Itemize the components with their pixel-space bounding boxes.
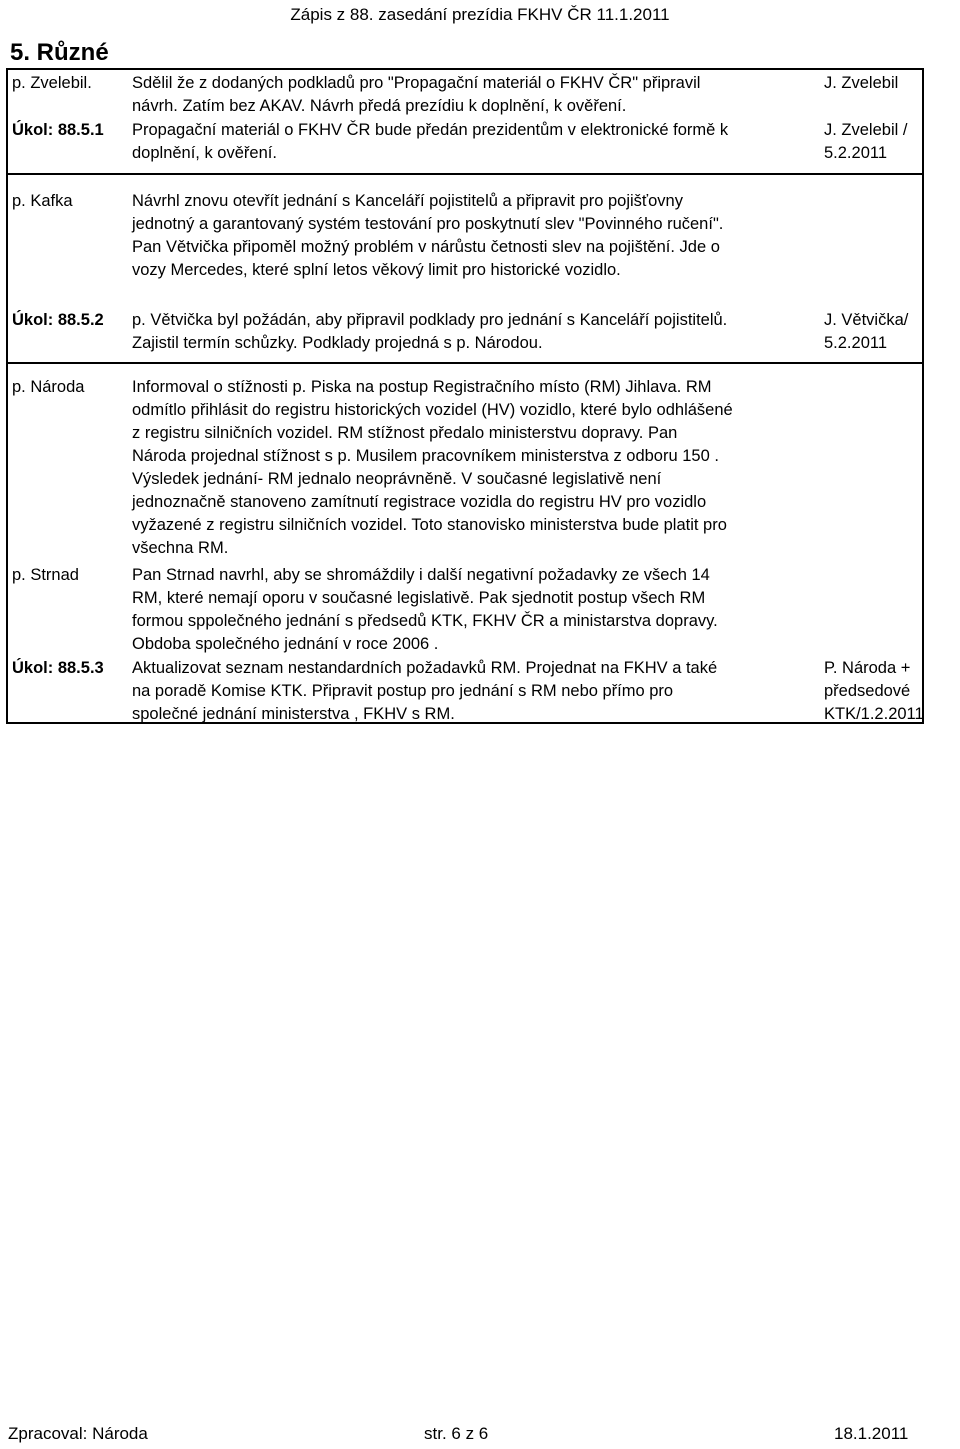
- text-line: návrh. Zatím bez AKAV. Návrh předá prezídiu k doplnění, k ověření.: [132, 97, 627, 115]
- text-line: p. Větvička byl požádán, aby připravil podklady pro jednání s Kanceláří pojistitelů.: [132, 311, 728, 329]
- text-line: Informoval o stížnosti p. Piska na postup Registračního místo (RM) Jihlava. RM: [132, 378, 712, 396]
- row-label-strnad: p. Strnad: [12, 566, 79, 584]
- text-line: formou sppolečného jednání s předsedů KTK, FKHV ČR a ministarstva dopravy.: [132, 612, 718, 630]
- text-line: Návrhl znovu otevřít jednání s Kanceláří pojistitelů a připravit pro pojišťovny: [132, 192, 683, 210]
- text-line: vozy Mercedes, které splní letos věkový limit pro historické vozidlo.: [132, 261, 621, 279]
- text-line: Aktualizovat seznam nestandardních požadavků RM. Projednat na FKHV a také: [132, 659, 718, 677]
- text-line: všechna RM.: [132, 539, 229, 557]
- task-text-88-5-1: [132, 119, 728, 165]
- responsible-line: P. Národa +: [824, 659, 911, 677]
- row-text-zvelebil: [132, 72, 700, 118]
- section-divider: [8, 173, 922, 175]
- text-line: Zajistil termín schůzky. Podklady projedná s p. Národou.: [132, 334, 543, 352]
- text-line: z registru silničních vozidel. RM stížnost předalo ministerstvu dopravy. Pan: [132, 424, 678, 442]
- text-line: Pan Větvička připoměl možný problém v nárůstu četnosti slev na pojištění. Jde o: [132, 238, 720, 256]
- text-line: na poradě Komise KTK. Připravit postup pro jednání s RM nebo přímo pro: [132, 682, 674, 700]
- task-responsible-88-5-3: [824, 657, 924, 726]
- row-label-naroda: p. Národa: [12, 378, 85, 396]
- footer-author: Zpracoval: Národa: [8, 1424, 148, 1443]
- task-label-88-5-1: Úkol: 88.5.1: [12, 121, 104, 139]
- row-label-kafka: p. Kafka: [12, 192, 73, 210]
- task-responsible-88-5-2: [824, 309, 908, 355]
- responsible-line: 5.2.2011: [824, 334, 888, 352]
- text-line: Pan Strnad navrhl, aby se shromáždily i další negativní požadavky ze všech 14: [132, 566, 710, 584]
- row-text-strnad: [132, 564, 718, 656]
- responsible-line: J. Zvelebil: [824, 74, 899, 92]
- row-text-kafka: [132, 190, 723, 282]
- responsible-line: J. Větvička/: [824, 311, 909, 329]
- text-line: doplnění, k ověření.: [132, 144, 277, 162]
- task-text-88-5-2: [132, 309, 727, 355]
- text-line: Výsledek jednání- RM jednalo neoprávněně. V současné legislativě není: [132, 470, 662, 488]
- responsible-line: předsedové: [824, 682, 911, 700]
- responsible-line: J. Zvelebil /: [824, 121, 908, 139]
- footer-date: 18.1.2011: [834, 1424, 909, 1443]
- section-title: 5. Různé: [10, 39, 109, 66]
- task-label-88-5-2: Úkol: 88.5.2: [12, 311, 104, 329]
- document-header: Zápis z 88. zasedání prezídia FKHV ČR 11.1.2011: [290, 5, 670, 24]
- text-line: Obdoba společného jednání v roce 2006 .: [132, 635, 439, 653]
- task-text-88-5-3: [132, 657, 717, 726]
- text-line: RM, které nemají oporu v současné legislativě. Pak sjednotit postup všech RM: [132, 589, 706, 607]
- text-line: Propagační materiál o FKHV ČR bude předán prezidentům v elektronické formě k: [132, 121, 729, 139]
- text-line: společné jednání ministerstva , FKHV s RM.: [132, 705, 455, 723]
- task-responsible-88-5-1: [824, 119, 907, 165]
- section-divider: [8, 362, 922, 364]
- row-label-zvelebil: p. Zvelebil.: [12, 74, 92, 92]
- row-text-naroda: [132, 376, 733, 560]
- responsible-line: KTK/1.2.2011: [824, 705, 924, 723]
- responsible-line: 5.2.2011: [824, 144, 888, 162]
- text-line: Sdělil že z dodaných podkladů pro "Propagační materiál o FKHV ČR" připravil: [132, 74, 701, 92]
- row-responsible-zvelebil: [824, 72, 898, 95]
- text-line: odmítlo přihlásit do registru historických vozidel (HV) vozidlo, které bylo odhlášené: [132, 401, 733, 419]
- text-line: jednotný a garantovaný systém testování pro poskytnutí slev "Povinného ručení".: [132, 215, 724, 233]
- task-label-88-5-3: Úkol: 88.5.3: [12, 659, 104, 677]
- text-line: vyžazené z registru silničních vozidel. Toto stanovisko ministerstva bude platit pro: [132, 516, 727, 534]
- text-line: jednoznačně stanoveno zamítnutí registrace vozidla do registru HV pro vozidlo: [132, 493, 707, 511]
- text-line: Národa projednal stížnost s p. Musilem pracovníkem ministerstva z odboru 150 .: [132, 447, 719, 465]
- minutes-table: [6, 68, 924, 724]
- footer-page-number: str. 6 z 6: [424, 1424, 489, 1443]
